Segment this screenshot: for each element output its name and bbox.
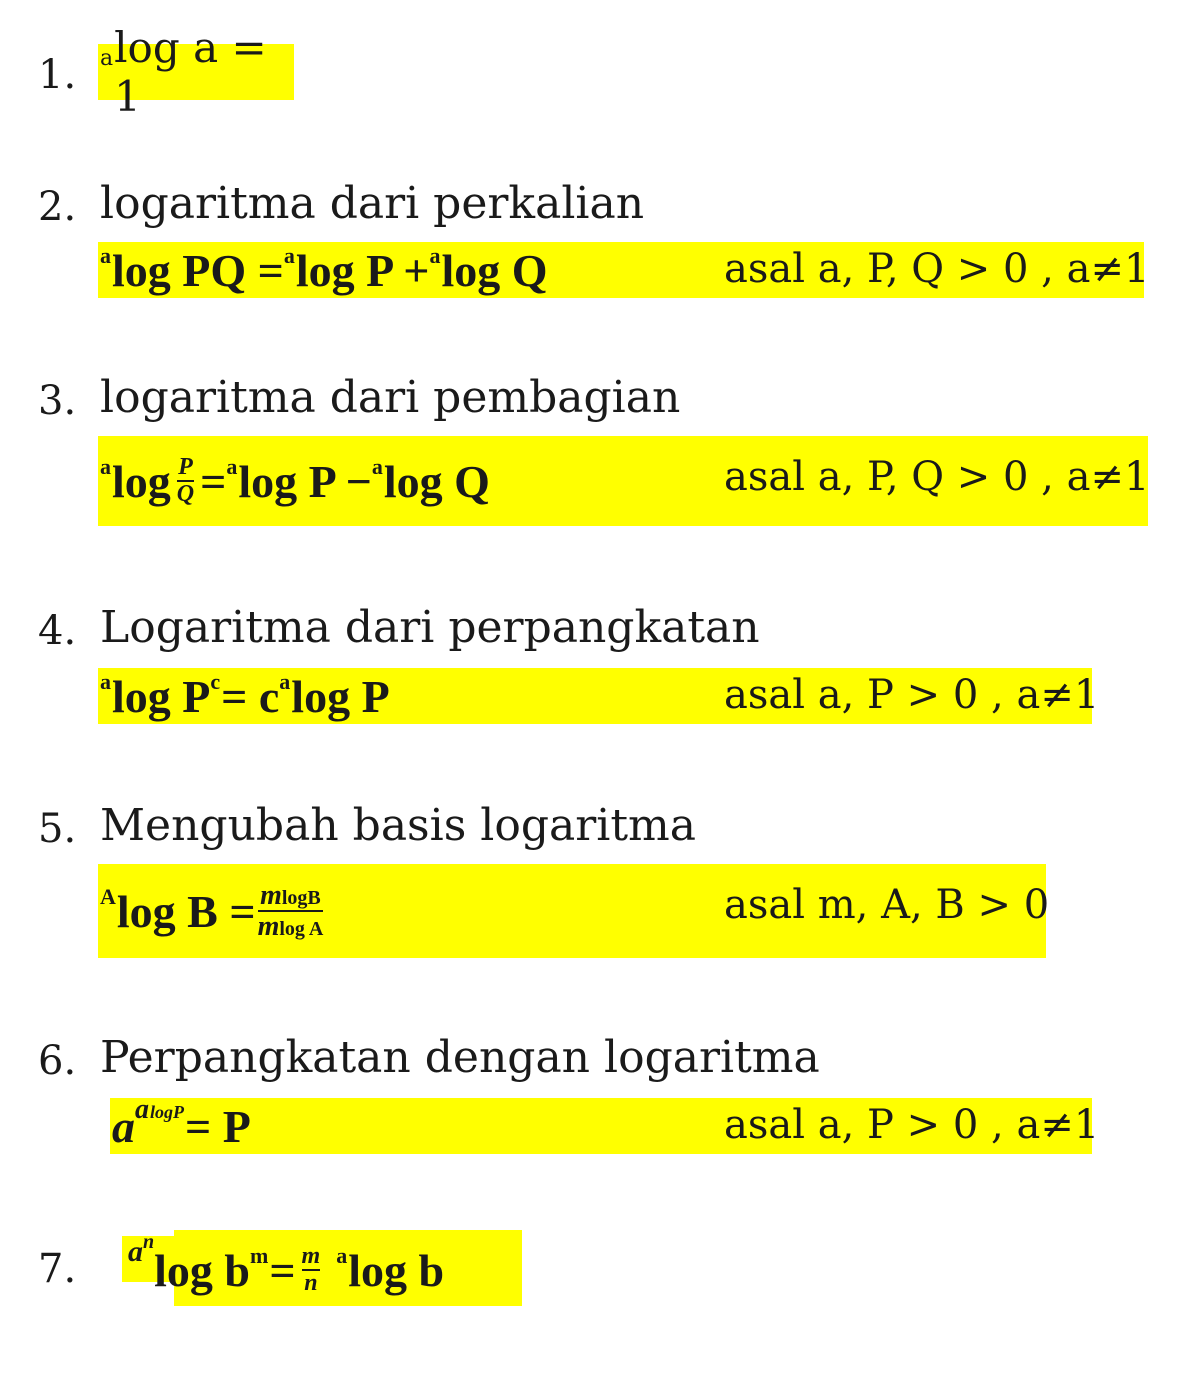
item-6-number: 6.: [38, 1038, 77, 1084]
log-base: a: [100, 454, 111, 479]
item-4-heading: Logaritma dari perpangkatan: [100, 602, 760, 653]
formula-text: log P: [112, 670, 211, 722]
formula-text: =: [269, 1244, 296, 1296]
fraction: [302, 1244, 321, 1296]
log-base: a: [100, 669, 111, 694]
log-base: a: [226, 454, 238, 479]
item-4-number: 4.: [38, 608, 77, 654]
item-1-formula: [98, 23, 294, 121]
item-7-number: 7.: [38, 1246, 77, 1292]
item-1-number: 1.: [38, 52, 77, 98]
fraction: [258, 881, 324, 942]
formula-text: = P: [185, 1100, 251, 1152]
formula-text: log Q: [383, 455, 490, 507]
log-base: a: [100, 243, 111, 268]
exponent: a: [135, 1094, 149, 1125]
power-base: a: [128, 1235, 143, 1268]
power-base: a: [112, 1100, 135, 1152]
log-base: A: [100, 884, 116, 909]
formula-text: log B =: [116, 885, 256, 937]
formula-text: =: [200, 455, 227, 507]
item-2-heading: logaritma dari perkalian: [100, 178, 645, 229]
item-5-formula: [98, 864, 1050, 958]
formula-text: = c: [221, 670, 280, 722]
item-5-condition: asal m, A, B > 0: [724, 882, 1050, 928]
item-2-condition: asal a, P, Q > 0 , a≠1: [724, 246, 1150, 292]
fraction: [177, 455, 194, 507]
log-base: a: [429, 243, 441, 268]
log-base: a: [100, 45, 114, 71]
item-6-formula: [110, 1094, 1100, 1154]
item-3-condition: asal a, P, Q > 0 , a≠1: [724, 454, 1150, 500]
numerator: mlogB: [260, 879, 321, 911]
denominator: n: [304, 1270, 318, 1296]
formula-text: log P +: [295, 244, 430, 296]
formula-text: log b: [348, 1244, 445, 1296]
item-3-heading: logaritma dari pembagian: [100, 372, 681, 423]
formula-text: log b: [154, 1244, 250, 1296]
item-6-condition: asal a, P > 0 , a≠1: [724, 1102, 1100, 1148]
item-6-heading: Perpangkatan dengan logaritma: [100, 1032, 820, 1083]
item-3-number: 3.: [38, 378, 77, 424]
denominator: mlog A: [257, 911, 324, 942]
formula-text: log PQ =: [112, 244, 284, 296]
formula-text: log P: [291, 670, 390, 722]
log-base: a: [279, 669, 291, 694]
exponent: c: [210, 669, 221, 694]
numerator: m: [301, 1242, 321, 1269]
item-4-formula: [98, 668, 1100, 724]
exponent: m: [250, 1243, 269, 1268]
formula-text: log P −: [238, 455, 372, 507]
item-2-formula: [98, 242, 1150, 298]
formula-text: log a = 1: [114, 23, 267, 121]
item-2-number: 2.: [38, 184, 77, 230]
log-base: a: [336, 1243, 348, 1268]
formula-text: log Q: [441, 244, 548, 296]
item-3-formula: [98, 436, 1148, 526]
exponent: n: [143, 1230, 155, 1253]
log-base: a: [283, 243, 295, 268]
item-7-formula-text: [128, 1232, 444, 1308]
log-base: a: [371, 454, 383, 479]
denominator: Q: [176, 481, 195, 507]
exponent-log: logP: [150, 1101, 184, 1122]
item-4-condition: asal a, P > 0 , a≠1: [724, 672, 1100, 718]
formula-text: log: [112, 455, 171, 507]
numerator: P: [178, 453, 193, 480]
item-5-number: 5.: [38, 806, 77, 852]
item-5-heading: Mengubah basis logaritma: [100, 800, 696, 851]
